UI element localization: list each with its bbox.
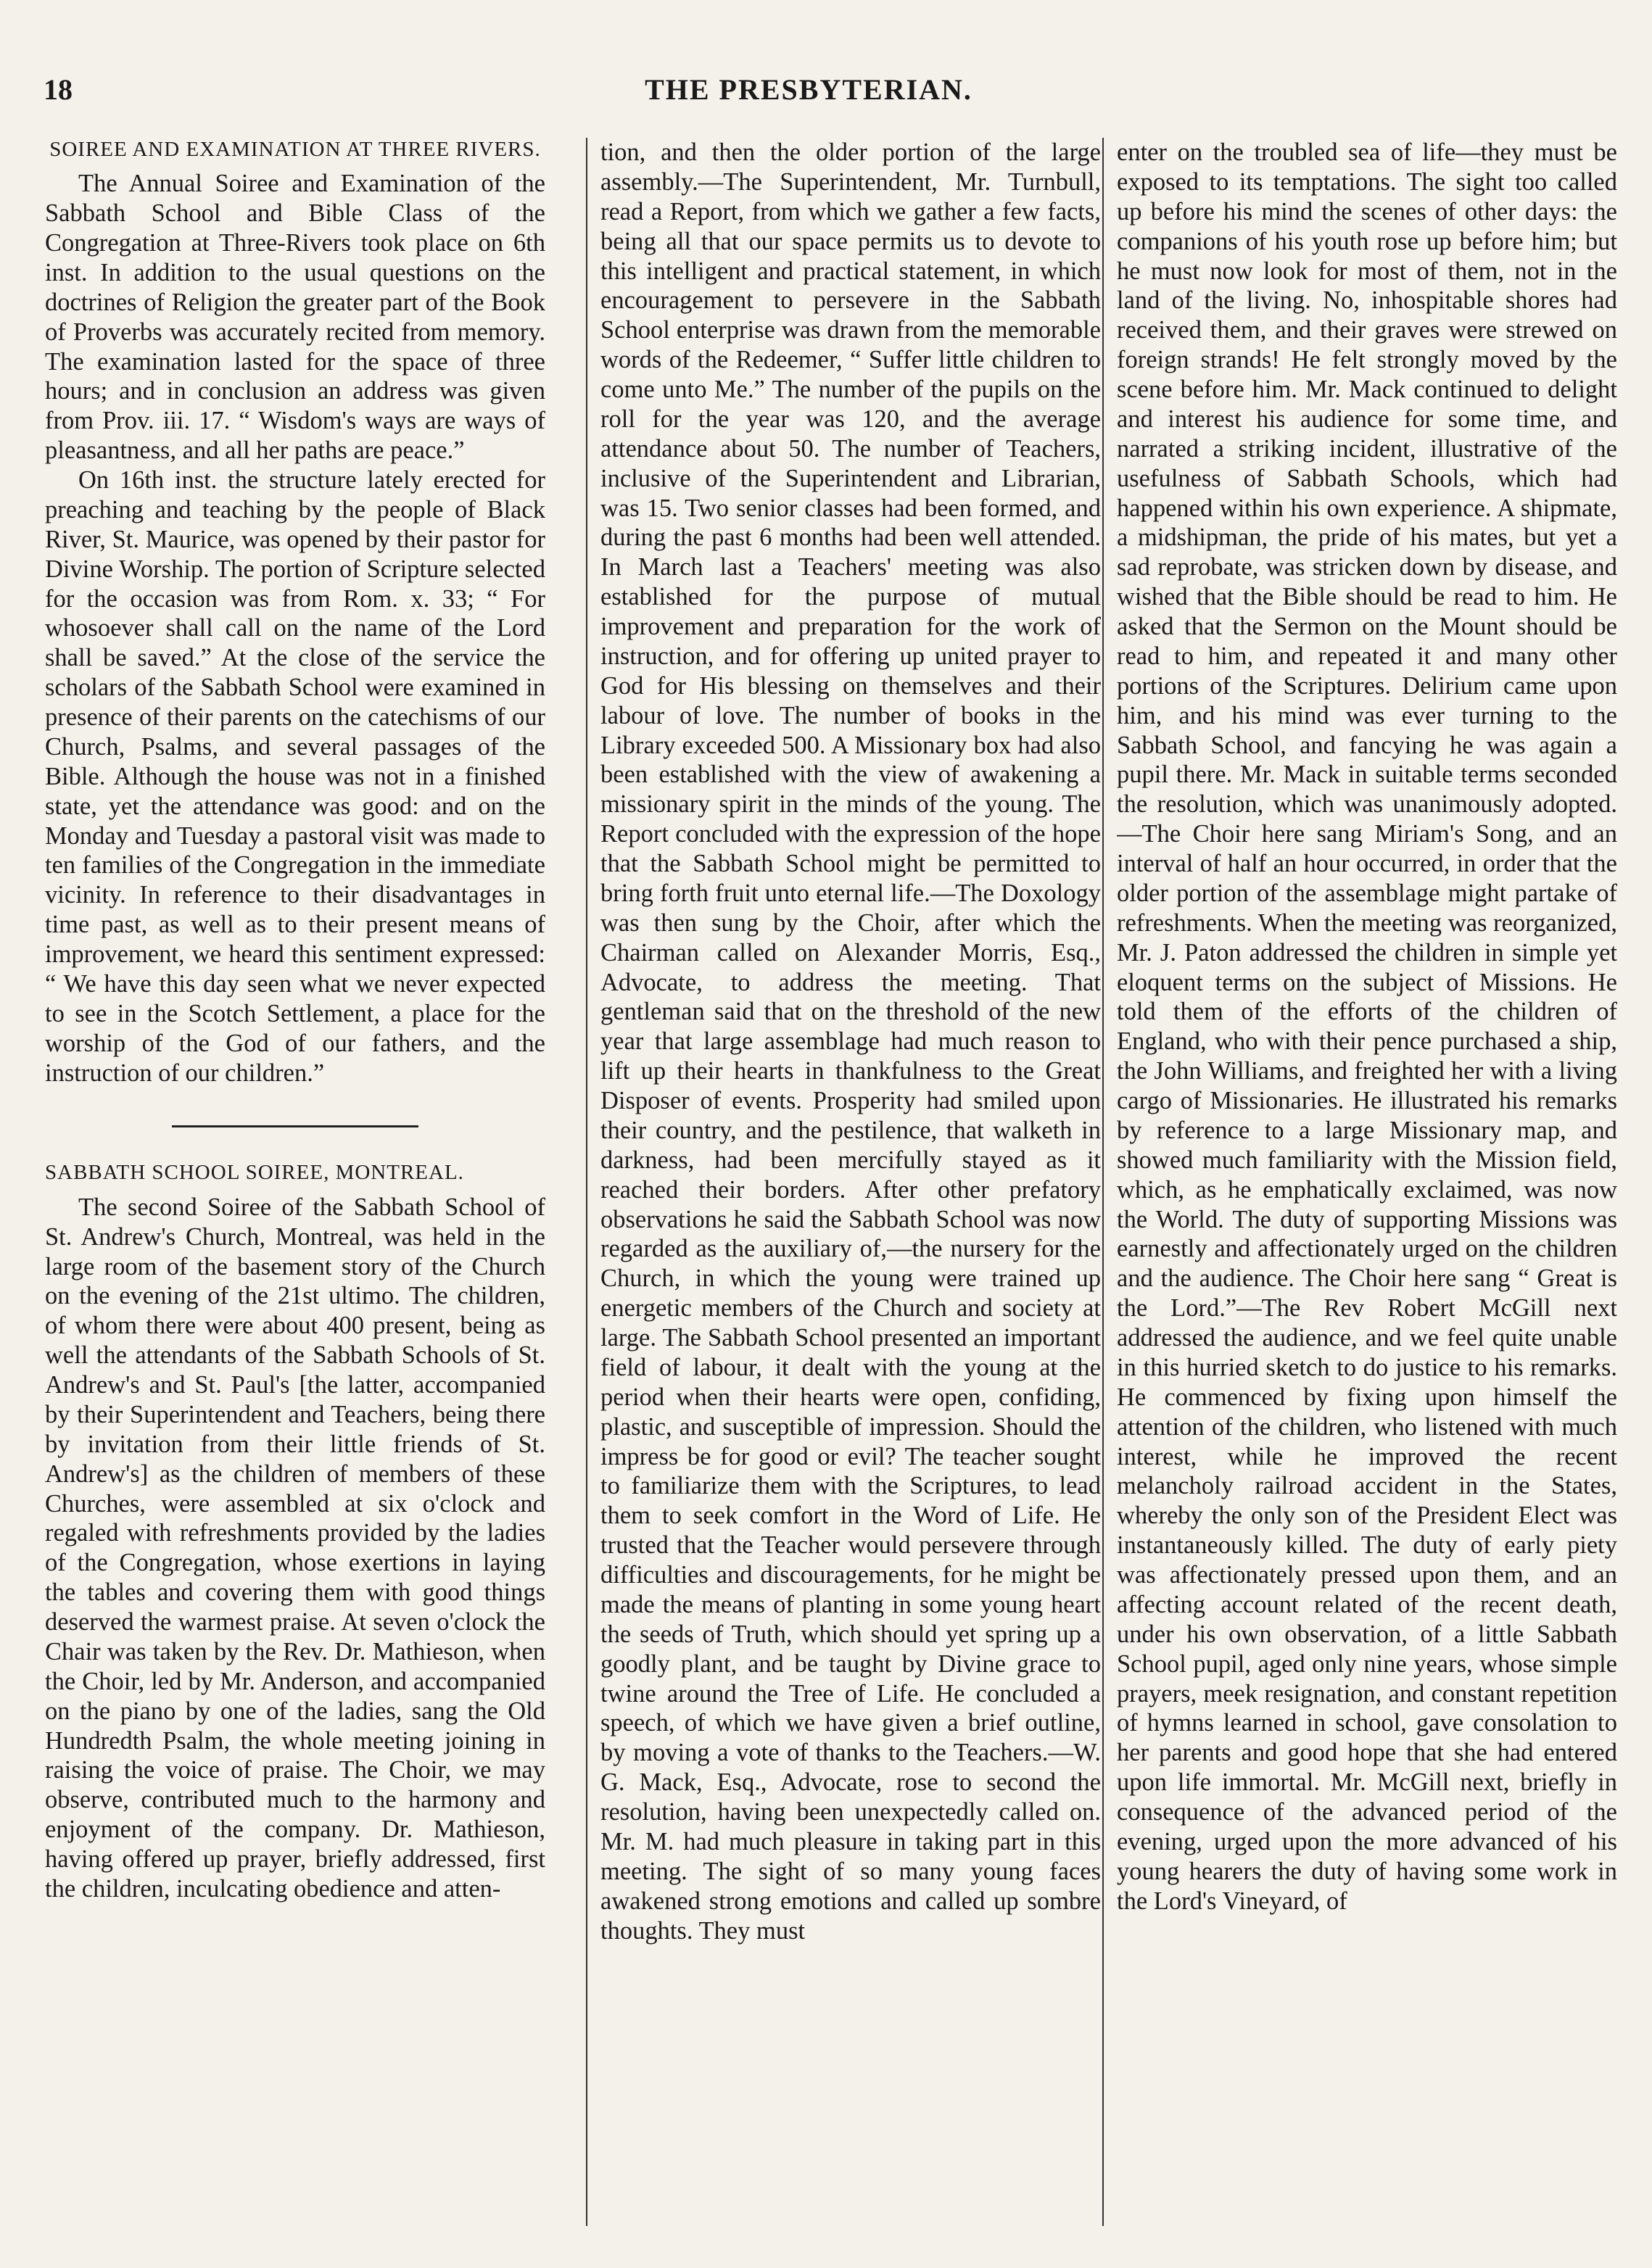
column-rule [1102, 138, 1104, 2226]
article-heading-montreal: SABBATH SCHOOL SOIREE, MONTREAL. [45, 1161, 464, 1185]
paragraph: On 16th inst. the structure lately erected for preaching and teaching by the people of Black River, St. Maurice, was opened by their pastor for Divine Worship. The portion of Scripture selected for the occasion was from Rom. x. 33; “ For whosoever shall call on the name of the Lord shall be saved.” At the close of the service the scholars of the Sabbath School were examined in presence of their parents on the catechisms of our Church, Psalms, and several passages of the Bible. Although the house was not in a finished state, yet the attendance was good: and on the Monday and Tuesday a pastoral visit was made to ten families of the Congregation in the immediate vicinity. In reference to their disadvantages in time past, as well as to their present means of improvement, we heard this sentiment expressed: “ We have this day seen what we never expected to see in the Scotch Settlement, a place for the worship of the God of our fathers, and the instruction of our children.” [45, 466, 545, 1087]
section-divider [172, 1125, 418, 1127]
article-heading-three-rivers: SOIREE AND EXAMINATION AT THREE RIVERS. [49, 138, 541, 161]
column-rule [586, 138, 587, 2226]
paragraph: tion, and then the older portion of the large assembly.—The Superintendent, Mr. Turnbull, read a Report, from which we gather a few facts, being all that our space permits us to devote to this intelligent and practical statement, in which encouragement to persevere in the Sabbath School enterprise was drawn from the memorable words of the Redeemer, “ Suffer little children to come unto Me.” The number of the pupils on the roll for the year was 120, and the average attendance about 50. The number of Teachers, inclusive of the Superintendent and Librarian, was 15. Two senior classes had been formed, and during the past 6 months had been well attended. In March last a Teachers' meeting was also established for the purpose of mutual improvement and preparation for the work of instruction, and for offering up united prayer to God for His blessing on themselves and their labour of love. The number of books in the Library exceeded 500. A Missionary box had also been established with the view of awakening a missionary spirit in the minds of the young. The Report concluded with the expression of the hope that the Sabbath School might be permitted to bring forth fruit unto eternal life.—The Doxology was then sung by the Choir, after which the Chairman called on Alexander Morris, Esq., Advocate, to address the meeting. That gentleman said that on the threshold of the new year that large assemblage had much reason to lift up their hearts in thankfulness to the Great Disposer of events. Prosperity had smiled upon their country, and the pestilence, that walketh in darkness, had been mercifully stayed as it reached their borders. After other prefatory observations he said the Sabbath School was now regarded as the auxiliary of,—the nursery for the Church, in which the young were trained up energetic members of the Church and society at large. The Sabbath School presented an important field of labour, it dealt with the young at the period when their hearts were open, confiding, plastic, and susceptible of impression. Should the impress be for good or evil? The teacher sought to familiarize them with the Scriptures, to lead them to seek comfort in the Word of Life. He trusted that the Teacher would persevere through difficulties and discouragements, for he might be made the means of planting in some young heart the seeds of Truth, which should yet spring up a goodly plant, and be taught by Divine grace to twine around the Tree of Life. He concluded a speech, of which we have given a brief outline, by moving a vote of thanks to the Teachers.—W. G. Mack, Esq., Advocate, rose to second the resolution, having been unexpectedly called on. Mr. M. had much pleasure in taking part in this meeting. The sight of so many young faces awakened strong emotions and called up sombre thoughts. They must [600, 138, 1101, 1945]
page-number: 18 [44, 73, 73, 106]
paragraph: enter on the troubled sea of life—they must be exposed to its temptations. The sight too called up before his mind the scenes of other days: the companions of his youth rose up before him; but he must now look for most of them, not in the land of the living. No, inhospitable shores had received them, and their graves were strewed on foreign strands! He felt strongly moved by the scene before him. Mr. Mack continued to delight and interest his audience for some time, and narrated a striking incident, illustrative of the usefulness of Sabbath Schools, which had happened within his own experience. A shipmate, a midshipman, the pride of his mates, but yet a sad reprobate, was stricken down by disease, and wished that the Bible should be read to him. He asked that the Sermon on the Mount should be read to him, and repeated it and many other portions of the Scriptures. Delirium came upon him, and his mind was ever turning to the Sabbath School, and fancying he was again a pupil there. Mr. Mack in suitable terms seconded the resolution, which was unanimously adopted.—The Choir here sang Miriam's Song, and an interval of half an hour occurred, in order that the older portion of the assemblage might partake of refreshments. When the meeting was reorganized, Mr. J. Paton addressed the children in simple yet eloquent terms on the subject of Missions. He told them of the efforts of the children of England, who with their pence purchased a ship, the John Williams, and freighted her with a living cargo of Missionaries. He illustrated his remarks by reference to a large Missionary map, and showed much familiarity with the Mission field, which, as he emphatically exclaimed, was now the World. The duty of supporting Missions was earnestly and affectionately urged on the children and the audience. The Choir here sang “ Great is the Lord.”—The Rev Robert McGill next addressed the audience, and we feel quite unable in this hurried sketch to do justice to his remarks. He commenced by fixing upon himself the attention of the children, who listened with much interest, while he improved the recent melancholy railroad accident in the States, whereby the only son of the President Elect was instantaneously killed. The duty of early piety was affectionately pressed upon them, and an affecting account related of the recent death, under his own observation, of a little Sabbath School pupil, aged only nine years, whose simple prayers, meek resignation, and constant repetition of hymns learned in school, gave consolation to her parents and good hope that she had entered upon life immortal. Mr. McGill next, briefly in consequence of the advanced period of the evening, urged upon the more advanced of his young hearers the duty of having some work in the Lord's Vineyard, of [1117, 138, 1617, 1915]
column-2 [600, 138, 1101, 2226]
running-title: THE PRESBYTERIAN. [645, 73, 972, 106]
column-3 [1117, 138, 1617, 2226]
paragraph: The second Soiree of the Sabbath School of St. Andrew's Church, Montreal, was held in the large room of the basement story of the Church on the evening of the 21st ultimo. The children, of whom there were about 400 present, being as well the attendants of the Sabbath Schools of St. Andrew's and St. Paul's [the latter, accompanied by their Superintendent and Teachers, being there by invitation from their little friends of St. Andrew's] as the children of members of these Churches, were assembled at six o'clock and regaled with refreshments provided by the ladies of the Congregation, whose exertions in laying the tables and covering them with good things deserved the warmest praise. At seven o'clock the Chair was taken by the Rev. Dr. Mathieson, when the Choir, led by Mr. Anderson, and accompanied on the piano by one of the ladies, sang the Old Hundredth Psalm, the whole meeting joining in raising the voice of praise. The Choir, we may observe, contributed much to the harmony and enjoyment of the company. Dr. Mathieson, having offered up prayer, briefly addressed, first the children, inculcating obedience and atten- [45, 1193, 545, 1903]
paragraph: The Annual Soiree and Examination of the Sabbath School and Bible Class of the Congregation at Three-Rivers took place on 6th inst. In addition to the usual questions on the doctrines of Religion the greater part of the Book of Proverbs was accurately recited from memory. The examination lasted for the space of three hours; and in conclusion an address was given from Prov. iii. 17. “ Wisdom's ways are ways of pleasantness, and all her paths are peace.” [45, 170, 545, 465]
page-header [44, 73, 1574, 123]
column-1 [45, 138, 545, 2226]
